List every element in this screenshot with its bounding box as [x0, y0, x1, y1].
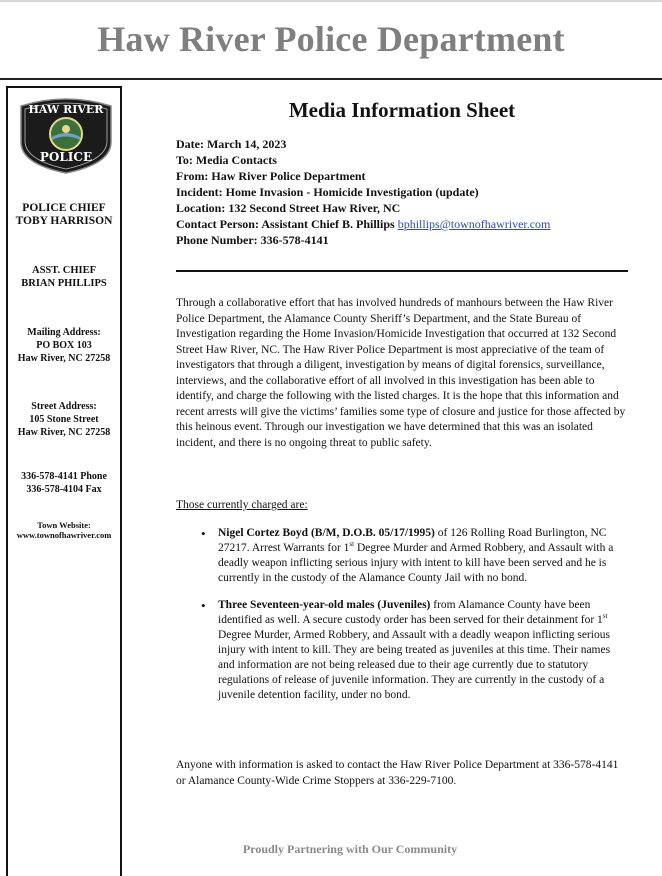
- police-badge-logo: [16, 96, 116, 174]
- charge-item: [198, 526, 628, 586]
- meta-block: [176, 136, 550, 248]
- footer-tagline: Proudly Partnering with Our Community: [242, 842, 458, 856]
- charge-text: from Alamance County have been identified as well. A secure custody order has been served for their detainment for 1: [218, 599, 603, 626]
- charge-text: Degree Murder, Armed Robbery, and Assault with a deadly weapon inflicting serious injury with intent to kill. They are being treated as juveniles at this time. Their names and information are not being released due to their age currently due to statutory regulations of release of juvenile information. They are currently in the custody of a juvenile detention facility, under no bond.: [218, 629, 611, 701]
- top-rule: [0, 0, 662, 2]
- street-line1: 105 Stone Street: [29, 414, 99, 425]
- bullet-icon: •: [201, 598, 206, 613]
- phone-fax: [8, 470, 120, 496]
- street-address: [8, 400, 120, 439]
- asst-chief-name: BRIAN PHILLIPS: [21, 278, 107, 289]
- mailing-line2: Haw River, NC 27258: [17, 353, 111, 364]
- department-title: Haw River Police Department: [97, 19, 565, 59]
- charge-name: Three Seventeen-year-old males (Juveniles): [218, 599, 431, 611]
- charged-heading: Those currently charged are:: [176, 499, 308, 511]
- intro-paragraph: Through a collaborative effort that has involved hundreds of manhours between the Haw River Police Department, the Alamance County Sheriff’s Department, and the State Bureau of Investigation regarding the Home Invasion/Homicide Investigation that occurred at 132 Second Street Haw River, NC. The Haw River Police Department is most appreciative of the team of investigators that through a diligent, investigation by means of digital forensics, surveillance, interviews, and the collaborative effort of all involved in this investigation has been able to identify, and charge the following with the listed charges. It is the hope that this information and recent arrests will give the victims’ families some type of closure and justice for those affected by this heinous event. Through our investigation we have determined that this was an isolated incident, and there is no ongoing threat to public safety.: [176, 297, 626, 449]
- street-line2: Haw River, NC 27258: [17, 427, 111, 438]
- fax-number: 336-578-4104 Fax: [26, 484, 102, 495]
- phone-number: 336-578-4141 Phone: [21, 471, 107, 482]
- meta-phone: Phone Number: 336-578-4141: [176, 233, 329, 247]
- asst-chief-block: [8, 264, 120, 290]
- charges-list: [198, 526, 628, 715]
- charge-text: Degree Murder and Armed Robbery, and Assault with a deadly weapon inflicting serious injury with intent to kill have been served and he is currently in the custody of the Alamance County Jail with no bond.: [218, 542, 614, 584]
- sheet-title: Media Information Sheet: [288, 98, 516, 122]
- bullet-icon: •: [201, 526, 206, 541]
- website-label: Town Website:: [37, 520, 91, 530]
- ordinal-suffix: st: [602, 612, 608, 621]
- meta-incident: Incident: Home Invasion - Homicide Investigation (update): [176, 185, 479, 199]
- asst-chief-title: ASST. CHIEF: [32, 265, 96, 276]
- svg-text:POLICE: POLICE: [39, 150, 93, 164]
- police-chief-block: [8, 202, 120, 228]
- website-url[interactable]: www.townofhawriver.com: [16, 530, 112, 540]
- sidebar: [6, 86, 122, 876]
- svg-text:HAW RIVER: HAW RIVER: [28, 103, 104, 116]
- contact-email-link[interactable]: bphillips@townofhawriver.com: [397, 217, 551, 231]
- section-divider: [176, 270, 628, 272]
- charge-name: Nigel Cortez Boyd (B/M, D.O.B. 05/17/1995): [218, 527, 435, 539]
- town-website: [8, 520, 120, 540]
- ordinal-suffix: st: [349, 540, 355, 549]
- mailing-line1: PO BOX 103: [36, 340, 92, 351]
- charge-text: of 126 Rolling Road Burlington, NC 27217. Arrest Warrants for 1: [218, 527, 607, 554]
- street-label: Street Address:: [31, 401, 97, 412]
- charge-item: [198, 598, 628, 703]
- police-chief-name: TOBY HARRISON: [15, 215, 113, 227]
- meta-location: Location: 132 Second Street Haw River, NC: [176, 201, 401, 215]
- meta-to: To: Media Contacts: [176, 153, 277, 167]
- contact-person: Contact Person: Assistant Chief B. Phillips: [176, 217, 395, 231]
- mailing-address: [8, 326, 120, 365]
- police-chief-title: POLICE CHIEF: [22, 202, 106, 214]
- header-divider: [0, 78, 662, 80]
- meta-contact: [176, 216, 550, 232]
- meta-date: Date: March 14, 2023: [176, 137, 287, 151]
- meta-from: From: Haw River Police Department: [176, 169, 366, 183]
- closing-paragraph: Anyone with information is asked to contact the Haw River Police Department at 336-578-4141 or Alamance County-Wide Crime Stoppers at 336-229-7100.: [176, 759, 619, 787]
- mailing-label: Mailing Address:: [27, 327, 101, 338]
